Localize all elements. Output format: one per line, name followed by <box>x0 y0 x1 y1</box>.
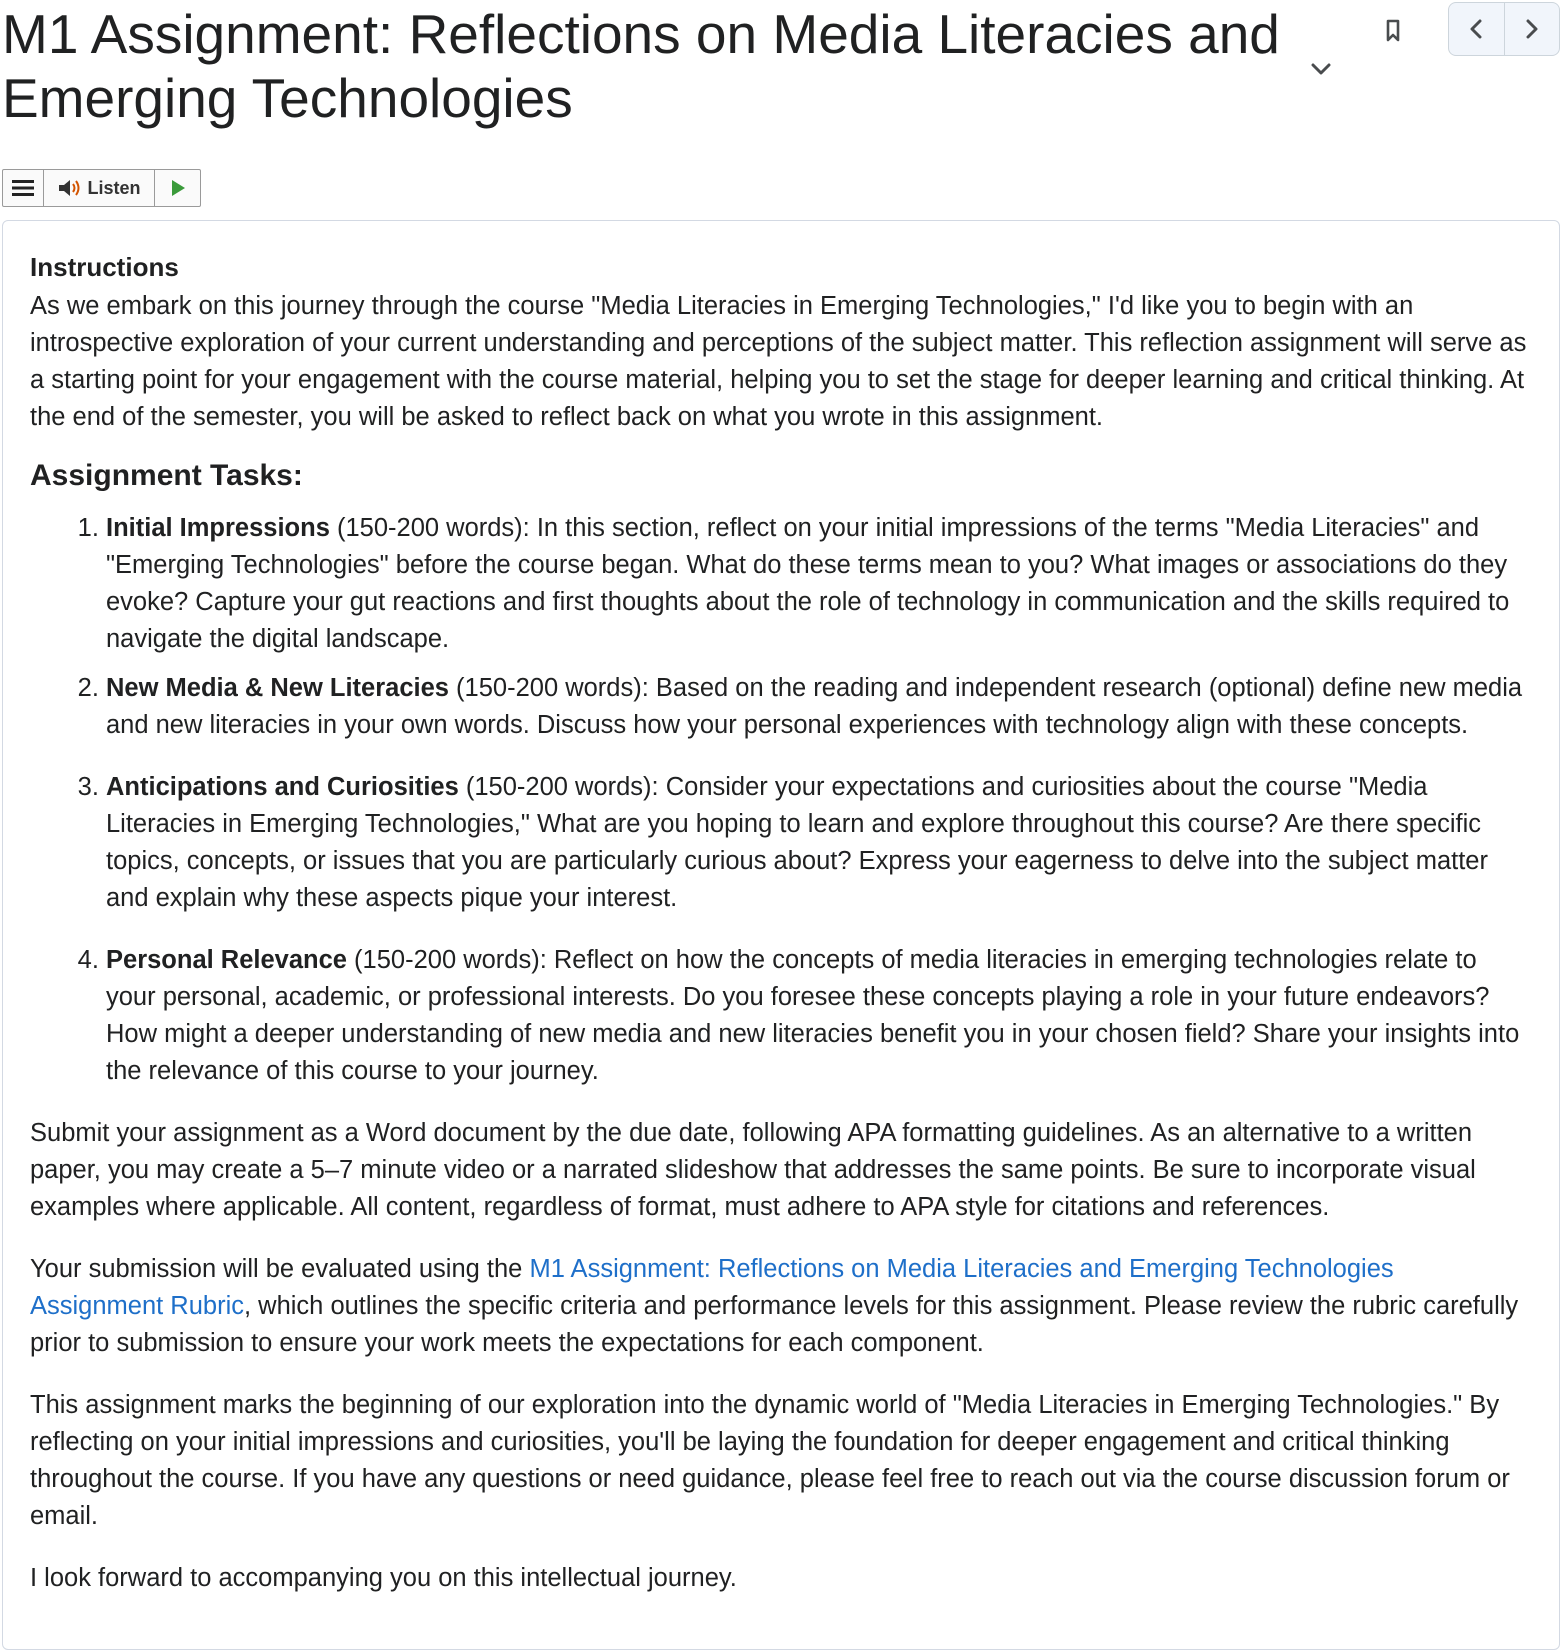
tasks-heading: Assignment Tasks: <box>30 459 303 492</box>
rubric-text-after: , which outlines the specific criteria and performance levels for this assignment. Please review the rubric carefully prior to submission to ensure your work meets the expectations for each component. <box>30 1292 1519 1357</box>
task-text: (150-200 words): In this section, reflect on your initial impressions of the terms "Media Literacies" and "Emerging Technologies" before the course began. What do these terms mean to you? What images or associations do they evoke? Capture your gut reactions and first thoughts about the role of technology in communication and the skills required to navigate the digital landscape. <box>106 514 1510 653</box>
task-title: Initial Impressions <box>106 514 330 542</box>
task-text: (150-200 words): Consider your expectations and curiosities about the course "Media Literacies in Emerging Technologies," What are you hoping to learn and explore throughout this course? Are there specific topics, concepts, or issues that you are particularly curious about? Express your eagerness to delve into the subject matter and explain why these aspects pique your interest. <box>106 773 1488 912</box>
task-title: Anticipations and Curiosities <box>106 773 459 801</box>
readspeaker-toolbar <box>2 169 201 207</box>
task-item <box>106 510 1532 658</box>
chevron-down-icon <box>1311 62 1331 76</box>
page-header <box>0 0 1562 150</box>
rubric-paragraph <box>30 1251 1532 1362</box>
task-text: (150-200 words): Based on the reading and independent research (optional) define new media and new literacies in your own words. Discuss how your personal experiences with technology align with these concepts. <box>106 674 1523 739</box>
closing-paragraph: This assignment marks the beginning of our exploration into the dynamic world of "Media Literacies in Emerging Technologies." By reflecting on your initial impressions and curiosities, you'll be laying the foundation for deeper engagement and critical thinking throughout the course. If you have any questions or need guidance, please feel free to reach out via the course discussion forum or email. <box>30 1391 1510 1530</box>
listen-button[interactable] <box>44 170 155 206</box>
submission-paragraph: Submit your assignment as a Word document by the due date, following APA formatting guidelines. As an alternative to a written paper, you may create a 5–7 minute video or a narrated slideshow that addresses the same points. Be sure to incorporate visual examples where applicable. All content, regardless of format, must adhere to APA style for citations and references. <box>30 1119 1476 1221</box>
listen-label: Listen <box>87 177 141 198</box>
bookmark-button[interactable] <box>1380 16 1406 46</box>
chevron-right-icon <box>1525 19 1539 39</box>
title-dropdown-button[interactable] <box>1308 56 1334 82</box>
rubric-link[interactable]: M1 Assignment: Reflections on Media Literacies and Emerging Technologies Assignment Rubric <box>30 1255 1394 1320</box>
task-item <box>106 670 1532 744</box>
task-item <box>106 942 1532 1090</box>
topic-navigation <box>1448 2 1560 56</box>
task-item <box>106 769 1532 917</box>
page-title: M1 Assignment: Reflections on Media Literacies and Emerging Technologies <box>2 3 1280 129</box>
intro-paragraph: As we embark on this journey through the course "Media Literacies in Emerging Technologies," I'd like you to begin with an introspective exploration of your current understanding and perceptions of the subject matter. This reflection assignment will serve as a starting point for your engagement with the course material, helping you to set the stage for deeper learning and critical thinking. At the end of the semester, you will be asked to reflect back on what you wrote in this assignment. <box>30 292 1527 431</box>
play-button[interactable] <box>155 170 200 206</box>
instructions-heading: Instructions <box>30 252 179 282</box>
play-icon <box>170 179 186 197</box>
task-title: Personal Relevance <box>106 946 347 974</box>
previous-topic-button[interactable] <box>1449 3 1504 55</box>
chevron-left-icon <box>1469 19 1483 39</box>
bookmark-icon <box>1385 19 1401 43</box>
task-text: (150-200 words): Reflect on how the concepts of media literacies in emerging technologies relate to your personal, academic, or professional interests. Do you foresee these concepts playing a role in your future endeavors? How might a deeper understanding of new media and new literacies benefit you in your chosen field? Share your insights into the relevance of this course to your journey. <box>106 946 1520 1085</box>
rubric-text-before: Your submission will be evaluated using the <box>30 1255 530 1283</box>
task-list <box>30 510 1532 1090</box>
speaker-icon <box>57 178 81 198</box>
assignment-content <box>2 220 1560 1650</box>
next-topic-button[interactable] <box>1504 3 1560 55</box>
task-title: New Media & New Literacies <box>106 674 449 702</box>
signoff-paragraph: I look forward to accompanying you on this intellectual journey. <box>30 1564 737 1592</box>
readspeaker-menu-button[interactable] <box>3 170 44 206</box>
hamburger-menu-icon <box>11 178 35 198</box>
